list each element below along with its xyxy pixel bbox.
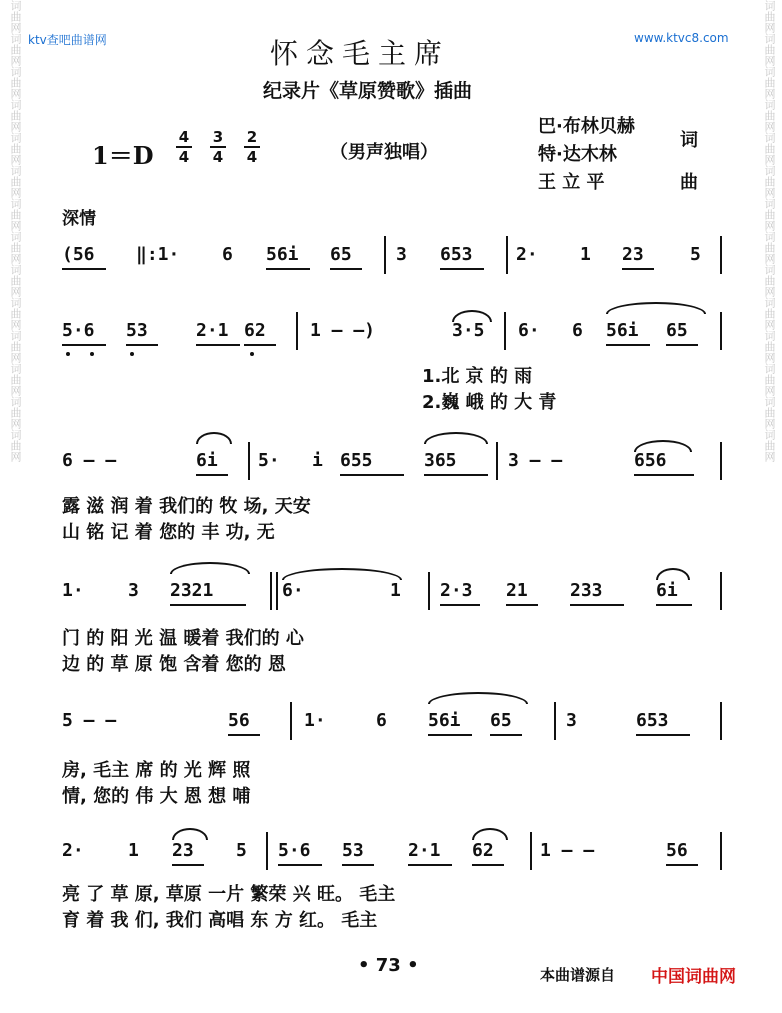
note-group: 56i	[428, 710, 461, 731]
barline	[428, 572, 430, 610]
note-group: 1·	[304, 710, 326, 731]
note-group: 65	[330, 244, 352, 265]
slur	[424, 432, 488, 444]
low-octave-dot	[130, 352, 134, 356]
beam-underline	[570, 604, 624, 606]
note-group: 6i	[656, 580, 678, 601]
note-group: 5	[236, 840, 247, 861]
meter-denominator: 4	[246, 148, 258, 166]
beam-underline	[506, 604, 538, 606]
beam-underline	[634, 474, 694, 476]
low-octave-dot	[250, 352, 254, 356]
lyrics-verse-2: 2.巍 峨 的 大 青	[422, 392, 557, 413]
barline	[530, 832, 532, 870]
lyricist-2: 特·达木林	[538, 144, 617, 165]
note-group: 6	[376, 710, 387, 731]
barline	[720, 702, 722, 740]
beam-underline	[244, 344, 276, 346]
beam-underline	[278, 864, 322, 866]
barline	[506, 236, 508, 274]
slur	[428, 692, 528, 704]
note-group: 233	[570, 580, 603, 601]
beam-underline	[342, 864, 374, 866]
note-group: 655	[340, 450, 373, 471]
note-group: 6i	[196, 450, 218, 471]
note-group: i	[312, 450, 323, 471]
note-group: 5 — —	[62, 710, 117, 731]
lyrics-verse-2: 育 着 我 们, 我们 高唱 东 方 红。 毛主	[62, 910, 378, 931]
note-group: 2321	[170, 580, 214, 601]
barline	[720, 442, 722, 480]
barline	[248, 442, 250, 480]
note-group: 3 — —	[508, 450, 563, 471]
note-group: 23	[172, 840, 194, 861]
note-group: 2·1	[196, 320, 229, 341]
note-group: 53	[126, 320, 148, 341]
beam-underline	[62, 268, 106, 270]
note-group: 1·	[62, 580, 84, 601]
source-site-link[interactable]: 中国词曲网	[651, 967, 736, 987]
low-octave-dot	[90, 352, 94, 356]
note-group: 21	[506, 580, 528, 601]
performer-type: （男声独唱）	[330, 142, 438, 163]
barline	[720, 572, 722, 610]
note-group: 6	[572, 320, 583, 341]
lyrics-verse-2: 情, 您的 伟 大 恩 想 哺	[62, 786, 251, 807]
beam-underline	[408, 864, 452, 866]
meter-numerator: 2	[244, 128, 260, 148]
note-group: 56i	[266, 244, 299, 265]
note-group: 653	[636, 710, 669, 731]
page-number: • 73 •	[358, 955, 419, 976]
right-side-watermark-text: 词曲网词曲网词曲网词曲网词曲网词曲网词曲网词曲网词曲网词曲网词曲网词曲网词曲网词曲网	[763, 0, 776, 462]
right-side-watermark	[756, 0, 776, 1013]
beam-underline	[228, 734, 260, 736]
beam-underline	[440, 268, 484, 270]
note-group: 62	[244, 320, 266, 341]
note-group: 56	[228, 710, 250, 731]
beam-underline	[490, 734, 522, 736]
lyrics-verse-2: 边 的 草 原 饱 含着 您的 恩	[62, 654, 286, 675]
beam-underline	[126, 344, 158, 346]
note-group: 6	[222, 244, 233, 265]
note-group: 6·	[282, 580, 304, 601]
watermark-top-right[interactable]: www.ktvc8.com	[634, 31, 729, 45]
composer: 王 立 平	[538, 172, 605, 193]
beam-underline	[666, 864, 698, 866]
note-group: (56	[62, 244, 95, 265]
meter-numerator: 4	[176, 128, 192, 148]
barline	[720, 832, 722, 870]
note-group: ‖:1·	[136, 244, 180, 265]
note-group: 656	[634, 450, 667, 471]
low-octave-dot	[66, 352, 70, 356]
lyricist-1: 巴·布林贝赫	[538, 116, 635, 137]
note-group: 1	[580, 244, 591, 265]
note-group: 53	[342, 840, 364, 861]
beam-underline	[62, 344, 106, 346]
barline	[384, 236, 386, 274]
lyrics-verse-1: 1.北 京 的 雨	[422, 366, 533, 387]
slur	[172, 828, 208, 840]
note-group: 23	[622, 244, 644, 265]
note-group: 6·	[518, 320, 540, 341]
beam-underline	[196, 474, 228, 476]
song-title: 怀念毛主席	[270, 37, 451, 70]
note-group: 2·	[62, 840, 84, 861]
barline	[720, 236, 722, 274]
note-group: 6 — —	[62, 450, 117, 471]
beam-underline	[170, 604, 246, 606]
beam-underline	[172, 864, 204, 866]
note-group: 1 — —)	[310, 320, 376, 341]
note-group: 56	[666, 840, 688, 861]
beam-underline	[606, 344, 650, 346]
note-group: 56i	[606, 320, 639, 341]
beam-underline	[472, 864, 504, 866]
lyrics-verse-1: 露 滋 润 着 我们的 牧 场, 天安	[62, 496, 311, 517]
barline	[266, 832, 268, 870]
note-group: 2·1	[408, 840, 441, 861]
song-subtitle: 纪录片《草原赞歌》插曲	[263, 80, 473, 102]
note-group: 2·3	[440, 580, 473, 601]
meter-2-4	[244, 128, 260, 166]
note-group: 3	[128, 580, 139, 601]
barline	[270, 572, 272, 610]
note-group: 5·6	[278, 840, 311, 861]
lyric-role: 词	[680, 130, 698, 151]
lyrics-verse-1: 门 的 阳 光 温 暖着 我们的 心	[62, 628, 304, 649]
slur	[452, 310, 492, 322]
watermark-top-left[interactable]: ktv查吧曲谱网	[28, 33, 107, 47]
lyrics-verse-2: 山 铭 记 着 您的 丰 功, 无	[62, 522, 275, 543]
composer-role: 曲	[680, 172, 698, 193]
beam-underline	[424, 474, 488, 476]
note-group: 3·5	[452, 320, 485, 341]
beam-underline	[330, 268, 362, 270]
note-group: 3	[396, 244, 407, 265]
beam-underline	[340, 474, 404, 476]
lyrics-verse-1: 房, 毛主 席 的 光 辉 照	[62, 760, 251, 781]
note-group: 5·	[258, 450, 280, 471]
note-group: 653	[440, 244, 473, 265]
barline	[554, 702, 556, 740]
barline	[290, 702, 292, 740]
slur	[472, 828, 508, 840]
note-group: 65	[490, 710, 512, 731]
slur	[656, 568, 690, 580]
key-signature: 1＝D	[92, 141, 154, 170]
note-group: 1 — —	[540, 840, 595, 861]
barline	[296, 312, 298, 350]
beam-underline	[666, 344, 698, 346]
barline	[720, 312, 722, 350]
barline	[276, 572, 278, 610]
barline	[504, 312, 506, 350]
note-group: 5	[690, 244, 701, 265]
tempo-marking: 深情	[62, 209, 96, 229]
note-group: 1	[128, 840, 139, 861]
beam-underline	[636, 734, 690, 736]
meter-denominator: 4	[212, 148, 224, 166]
left-side-watermark-text: 词曲网词曲网词曲网词曲网词曲网词曲网词曲网词曲网词曲网词曲网词曲网词曲网词曲网词曲网	[9, 0, 22, 462]
slur	[634, 440, 692, 452]
meter-denominator: 4	[178, 148, 190, 166]
note-group: 1	[390, 580, 401, 601]
note-group: 2·	[516, 244, 538, 265]
slur	[196, 432, 232, 444]
beam-underline	[656, 604, 692, 606]
barline	[496, 442, 498, 480]
source-label: 本曲谱源自	[540, 966, 616, 984]
beam-underline	[266, 268, 310, 270]
note-group: 65	[666, 320, 688, 341]
slur	[170, 562, 250, 574]
note-group: 365	[424, 450, 457, 471]
note-group: 5·6	[62, 320, 95, 341]
meter-4-4	[176, 128, 192, 166]
slur	[606, 302, 706, 314]
note-group: 3	[566, 710, 577, 731]
slur	[282, 568, 402, 580]
meter-3-4	[210, 128, 226, 166]
left-side-watermark	[2, 0, 22, 1013]
beam-underline	[428, 734, 472, 736]
beam-underline	[622, 268, 654, 270]
note-group: 62	[472, 840, 494, 861]
lyrics-verse-1: 亮 了 草 原, 草原 一片 繁荣 兴 旺。 毛主	[62, 884, 396, 905]
beam-underline	[196, 344, 240, 346]
beam-underline	[440, 604, 480, 606]
meter-numerator: 3	[210, 128, 226, 148]
